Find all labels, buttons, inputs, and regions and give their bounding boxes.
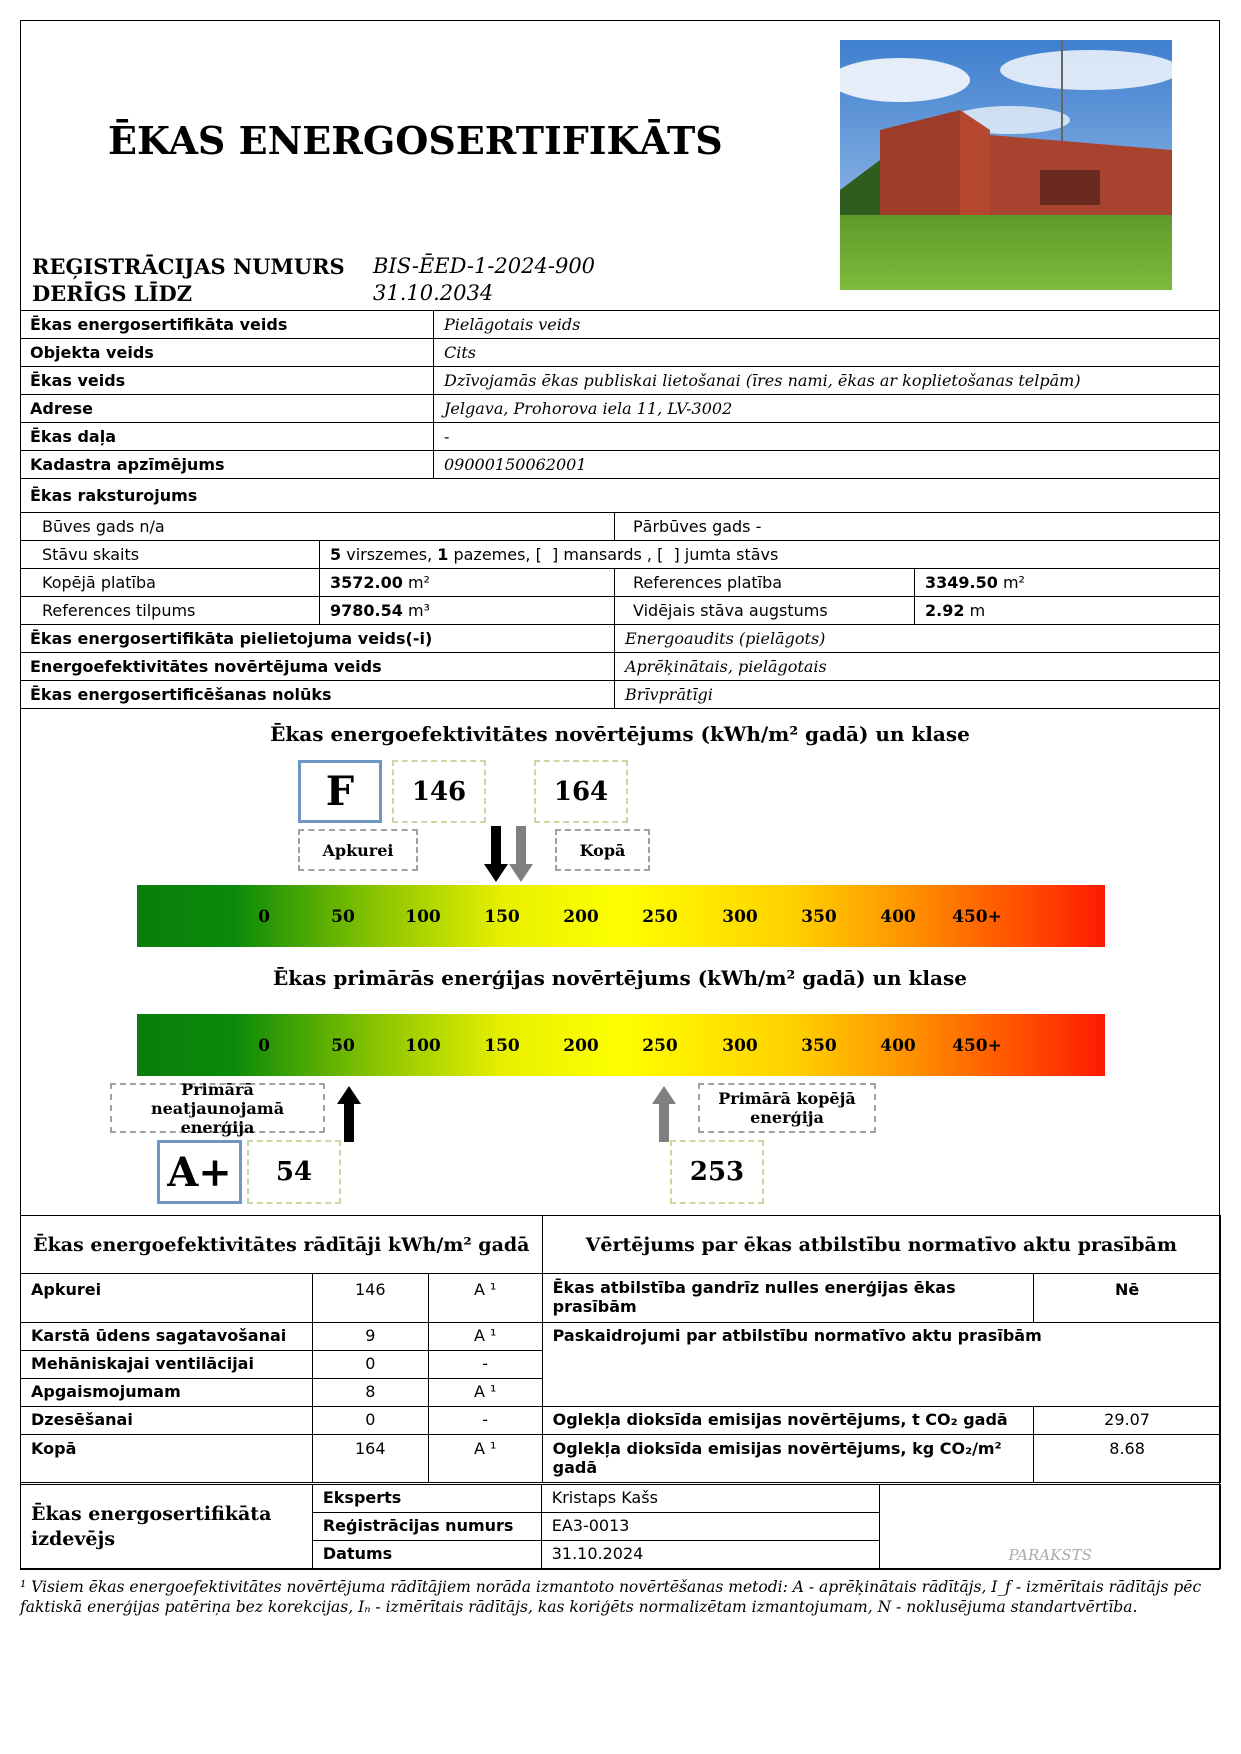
registration-number: BIS-ĒED-1-2024-900	[373, 254, 596, 278]
table-row: Kopā 164 A ¹ Oglekļa dioksīda emisijas novērtējums, kg CO₂/m² gadā 8.68	[21, 1435, 1221, 1483]
table-row: Mehāniskajai ventilācijai 0 -	[21, 1351, 1221, 1379]
table-row: Apgaismojumam 8 A ¹	[21, 1379, 1221, 1407]
heating-label-box: Apkurei	[298, 829, 418, 871]
page-title: ĒKAS ENERGOSERTIFIKĀTS	[108, 118, 723, 163]
table-row: Karstā ūdens sagatavošanai 9 A ¹ Paskaidrojumi par atbilstību normatīvo aktu prasībām	[21, 1323, 1221, 1351]
total-arrow-icon	[509, 826, 533, 882]
primary-total-value-box: 253	[670, 1140, 764, 1204]
info-row: Kadastra apzīmējums 09000150062001	[20, 451, 1220, 479]
heating-value-box: 146	[392, 760, 486, 823]
signature-field: PARAKSTS	[880, 1485, 1221, 1569]
issuer-heading: Ēkas energosertifikāta izdevējs	[21, 1485, 313, 1569]
info-row: Ēkas daļa -	[20, 423, 1220, 451]
characteristics-heading: Ēkas raksturojums	[20, 479, 1220, 513]
primary-heading: Ēkas primārās enerģijas novērtējums (kWh/m² gadā) un klase	[273, 966, 967, 990]
table-row: Apkurei 146 A ¹ Ēkas atbilstība gandrīz nulles enerģijas ēkas prasībām Nē	[21, 1274, 1221, 1323]
issuer-table: Ēkas energosertifikāta izdevējs Eksperts Kristaps Kašs PARAKSTS Reģistrācijas numurs EA3-0013 Datums 31.10.2024	[20, 1484, 1221, 1569]
info-row: Objekta veids Cits	[20, 339, 1220, 367]
efficiency-arrows	[484, 826, 540, 884]
nonrenewable-label-box: Primārā neatjaunojamā enerģija	[110, 1083, 325, 1133]
usage-row: Energoefektivitātes novērtējuma veids Aprēķinātais, pielāgotais	[20, 653, 1220, 681]
area-row: Kopējā platība 3572.00 m² References platība 3349.50 m²	[20, 569, 1220, 597]
efficiency-class-badge: F	[298, 760, 382, 823]
floors-row: Stāvu skaits 5 virszemes, 1 pazemes, [ ] mansards , [ ] jumta stāvs	[20, 541, 1220, 569]
nonrenewable-value-box: 54	[247, 1140, 341, 1204]
registration-label: REĢISTRĀCIJAS NUMURS	[32, 254, 345, 279]
primary-class-badge: A+	[157, 1140, 242, 1204]
primary-scale-bar: 0 50 100 150 200 250 300 350 400 450+	[137, 1014, 1105, 1076]
compliance-heading: Vērtējums par ēkas atbilstību normatīvo aktu prasībām	[542, 1216, 1220, 1274]
valid-until-date: 31.10.2034	[373, 281, 494, 305]
expert-name: Kristaps Kašs	[541, 1485, 880, 1513]
usage-row: Ēkas energosertificēšanas nolūks Brīvprātīgi	[20, 681, 1220, 709]
primary-total-label-box: Primārā kopējā enerģija	[698, 1083, 876, 1133]
usage-row: Ēkas energosertifikāta pielietojuma veids(-i) Energoaudits (pielāgots)	[20, 625, 1220, 653]
info-row: Adrese Jelgava, Prohorova iela 11, LV-3002	[20, 395, 1220, 423]
issue-date: 31.10.2024	[541, 1541, 880, 1569]
efficiency-heading: Ēkas energoefektivitātes novērtējums (kWh/m² gadā) un klase	[270, 722, 970, 746]
total-value-box: 164	[534, 760, 628, 823]
build-year-row: Būves gads n/a Pārbūves gads -	[20, 513, 1220, 541]
footnote: ¹ Visiem ēkas energoefektivitātes novērtējuma rādītājiem norāda izmantoto novērtēšanas metodi: A - aprēķinātais rādītājs, I_f - izmērītais rādītājs pēc faktiskā enerģijas patēriņa bez korekcijas, Iₙ - izmērītais rādītājs, kas koriģēts normalizētam izmantojumam, N - noklusējuma standartvērtība.	[20, 1578, 1202, 1616]
table-row: Dzesēšanai 0 - Oglekļa dioksīda emisijas novērtējums, t CO₂ gadā 29.07	[21, 1407, 1221, 1435]
expert-reg-number: EA3-0013	[541, 1513, 880, 1541]
info-row: Ēkas energosertifikāta veids Pielāgotais veids	[20, 311, 1220, 339]
nonrenewable-arrow-icon	[337, 1086, 361, 1142]
indicators-heading: Ēkas energoefektivitātes rādītāji kWh/m² gadā	[21, 1216, 543, 1274]
efficiency-scale-bar: 0 50 100 150 200 250 300 350 400 450+	[137, 885, 1105, 947]
indicators-table	[20, 1215, 1221, 1483]
info-row: Ēkas veids Dzīvojamās ēkas publiskai lietošanai (īres nami, ēkas ar koplietošanas telpām)	[20, 367, 1220, 395]
heating-arrow-icon	[484, 826, 508, 882]
volume-row: References tilpums 9780.54 m³ Vidējais stāva augstums 2.92 m	[20, 597, 1220, 625]
building-photo	[840, 40, 1172, 290]
total-label-box: Kopā	[555, 829, 650, 871]
primary-total-arrow-icon	[652, 1086, 676, 1142]
valid-until-label: DERĪGS LĪDZ	[32, 281, 193, 306]
